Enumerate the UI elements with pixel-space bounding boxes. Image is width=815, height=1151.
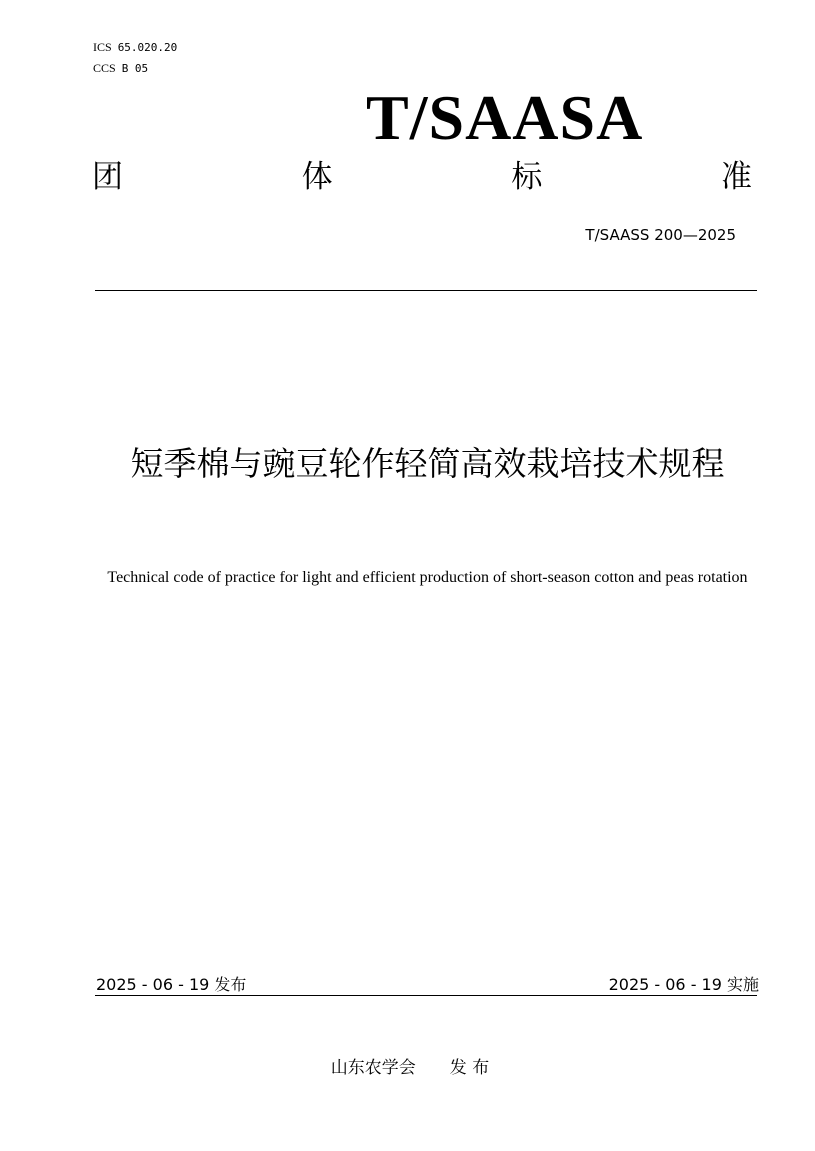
standard-type-char: 准 bbox=[720, 159, 752, 195]
standard-type-heading bbox=[92, 157, 752, 197]
standard-type-char: 体 bbox=[301, 159, 333, 195]
publisher-name: 山东农学会 bbox=[330, 1058, 416, 1078]
title-english-text: Technical code of practice for light and efficient production of short-season cotton and peas rotation bbox=[107, 569, 748, 586]
publisher-action: 发 布 bbox=[449, 1058, 490, 1078]
standard-number: T/SAASS 200—2025 bbox=[585, 226, 736, 244]
publisher-line bbox=[0, 1053, 815, 1078]
ics-code: 65.020.20 bbox=[117, 41, 178, 54]
ics-label: ICS bbox=[93, 40, 112, 54]
footer-divider bbox=[95, 995, 757, 996]
ccs-code: B 05 bbox=[121, 62, 149, 75]
title-english bbox=[0, 567, 815, 589]
title-chinese: 短季棉与豌豆轮作轻简高效栽培技术规程 bbox=[130, 444, 725, 483]
implementation-date: 2025 - 06 - 19 实施 bbox=[608, 975, 759, 994]
ccs-label: CCS bbox=[93, 61, 116, 75]
standard-type-char: 团 bbox=[92, 159, 123, 195]
standard-type-char: 标 bbox=[511, 159, 543, 195]
header-divider bbox=[95, 290, 757, 291]
organization-brand-logo: T/SAASA bbox=[366, 82, 644, 153]
ccs-line bbox=[93, 61, 148, 76]
issue-date: 2025 - 06 - 19 发布 bbox=[96, 975, 247, 994]
ics-line bbox=[93, 40, 177, 55]
